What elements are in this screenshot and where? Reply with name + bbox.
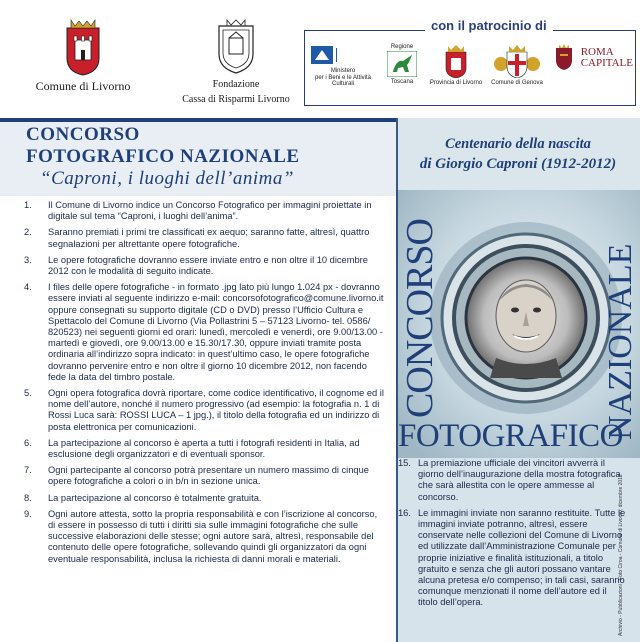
ministero-label-1: Ministero [330, 68, 356, 74]
sponsor-regione [379, 44, 425, 85]
rule-item: 4. I files delle opere fotografiche - in formato .jpg lato più lungo 1.024 px - dovranno essere inviati al seguente indirizzo e-mail: concorsofotografico@comune.livorno.it oppure consegnati su supporto digitale (CD o DVD) presso l’Ufficio Cultura e Spettacolo del Comune di Livorno (Via Pollastrini 5 – 57123 Livorno- tel. 0586/ 820523) nei seguenti giorni ed orari: lunedì, mercoledì e venerdì, ore 9.00/13.00 - martedì e giovedì, ore 9.00/13.00 e 15.30/17.30, oppure inviati tramite posta ordinaria all’indirizzo sopra indicato: in quest’ultimo caso, le opere fotografiche dovranno pervenire entro e non oltre il giorno 10 dicembre 2012, non facendo fede la data del timbro postale. [24, 282, 384, 382]
livorno-crest-icon [63, 18, 103, 76]
comune-livorno-label: Comune di Livorno [35, 79, 131, 93]
rule-item: 7. Ogni partecipante al concorso potrà presentare un numero massimo di cinque opere fotografiche a colori o in b/n in sezione unica. [24, 465, 369, 487]
banner-title-line-1: CONCORSO [26, 124, 140, 145]
poster-word-concorso: CONCORSO [399, 219, 441, 418]
ministero-label-2: per i Beni e le Attività Culturali [314, 74, 372, 88]
rule-item: 1. Il Comune di Livorno indice un Concorso Fotografico per immagini proiettate in digitale sul tema “Caproni, i luoghi dell’anima”. [24, 200, 372, 222]
title-banner [0, 118, 396, 196]
banner-title-line-2: FOTOGRAFICO NAZIONALE [26, 146, 300, 167]
patrocinio-box [304, 18, 636, 106]
rule-item: 2. Saranno premiati i primi tre classificati ex aequo; saranno fatte, altresì, quattro segnalazioni per altrettante opere fotografiche. [24, 227, 370, 249]
rule-item: 8. La partecipazione al concorso è totalmente gratuita. [24, 492, 262, 503]
genova-crest-icon [493, 44, 541, 78]
rules-list-right [396, 458, 632, 614]
sponsor-provincia [427, 44, 485, 87]
header [0, 0, 640, 118]
rule-item: 16. Le immagini inviate non saranno restituite. Tutte le immagini inviate potranno, altresì, essere conservate nelle collezioni del Comune di Livorno ed utilizzate dall’Amministrazione Comunale per proprie iniziative e finalità istituzionali, a titolo gratuito e senza che gli autori possano vantare alcuna pretesa e/o compenso; in tali casi, saranno comunque menzionati il nome dell’autore ed il titolo dell’opera. [398, 507, 626, 608]
fondazione-crest-icon [213, 18, 259, 76]
regione-label-1: Regione [390, 44, 414, 50]
patrocinio-title: con il patrocinio di [425, 18, 553, 33]
poster-subtitle-2: di Giorgio Caproni (1912-2012) [419, 156, 617, 172]
rule-item: 15. La premiazione ufficiale dei vincitori avverrà il giorno dell’inaugurazione della mostra fotografica che sarà allestita con le opere ammesse al concorso. [398, 458, 621, 502]
ministero-logo-icon [311, 44, 375, 66]
provincia-crest-icon [443, 44, 469, 78]
roma-label-1: ROMA [580, 46, 614, 58]
rule-item: 9. Ogni autore attesta, sotto la propria responsabilità e con l’iscrizione al concorso, di essere in possesso di tutti i diritti sia sulle immagini fotografiche che sulle successive elaborazioni delle stesse; ogni autore sarà, altresì, responsabile del contenuto delle opere fotografiche, sollevando quindi gli organizzatori da ogni eventuale responsabilità, inclusa la richiesta di danni morali e materiali. [24, 508, 378, 564]
sponsor-roma [551, 44, 633, 72]
poster-credits: Archivio - Pubblicazioni - Foto Ciroa - Comune di Livorno, dicembre 2012 [618, 474, 624, 636]
sponsor-genova [487, 44, 547, 87]
comune-livorno-logo [28, 18, 138, 93]
provincia-label-1: Provincia di Livorno [429, 80, 483, 86]
sponsor-ministero [309, 44, 377, 88]
fondazione-logo [176, 18, 296, 105]
fondazione-label-2: Cassa di Risparmi Livorno [182, 93, 290, 105]
poster-word-nazionale: NAZIONALE [602, 243, 639, 440]
genova-label-1: Comune di Genova [491, 80, 543, 86]
fondazione-label-1: Fondazione [212, 79, 260, 90]
regione-label-2: Toscana [390, 78, 414, 85]
poster-top [396, 118, 640, 196]
rule-item: 5. Ogni opera fotografica dovrà riportare, come codice identificativo, il cognome ed il nome dell’autore, nonché il numero progressivo (ad esempio: la fotografia n. 1 di Rossi Luca sarà: ROSSI LUCA – 1 jpg.), il titolo della fotografia ed un indirizzo di posta elettronica per comunicazioni. [24, 388, 384, 432]
banner-title-line-3: “Caproni, i luoghi dell’anima” [40, 168, 294, 189]
rules-list [0, 196, 396, 570]
poster-word-fotografico: FOTOGRAFICO [398, 418, 623, 454]
rule-item: 6. La partecipazione al concorso è aperta a tutti i fotografi residenti in Italia, ad esclusione degli organizzatori e di eventuali sponsor. [24, 437, 360, 460]
roma-crest-icon [554, 44, 574, 70]
rule-item: 3. Le opere fotografiche dovranno essere inviate entro e non oltre il 10 dicembre 2012 con le modalità di seguito indicate. [24, 254, 368, 277]
roma-label-2: CAPITALE [580, 57, 633, 69]
poster-subtitle-1: Centenario della nascita [445, 136, 591, 152]
regione-pegasus-icon [387, 51, 417, 77]
